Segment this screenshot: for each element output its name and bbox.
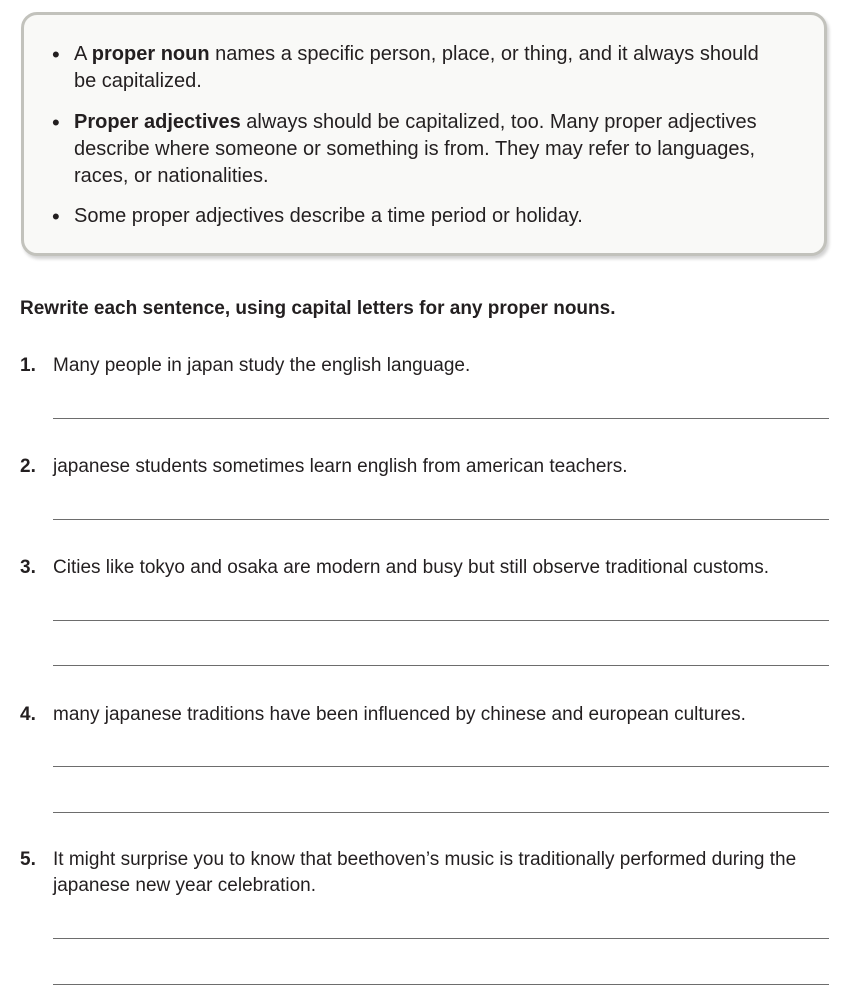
question-number: 5. bbox=[20, 849, 36, 870]
answer-line[interactable] bbox=[53, 938, 829, 939]
rule-text-post: Some proper adjectives describe a time period or holiday. bbox=[74, 205, 583, 227]
bullet-icon: • bbox=[52, 110, 60, 135]
answer-line[interactable] bbox=[53, 665, 829, 666]
answer-line[interactable] bbox=[53, 984, 829, 985]
rule-term: proper noun bbox=[91, 43, 210, 65]
question-text: Cities like tokyo and osaka are modern and busy but still observe traditional customs. bbox=[53, 557, 770, 578]
question-4 bbox=[20, 702, 840, 728]
rule-item-time-period bbox=[52, 203, 772, 230]
question-number: 1. bbox=[20, 355, 36, 376]
question-text: Many people in japan study the english language. bbox=[53, 355, 471, 376]
question-number: 4. bbox=[20, 704, 36, 725]
question-3 bbox=[20, 555, 840, 581]
rule-item-proper-adjectives bbox=[52, 109, 772, 190]
rule-text bbox=[74, 203, 583, 230]
rule-text-post: names a specific person, place, or thing, and it always should be capitalized. bbox=[74, 43, 759, 92]
question-5 bbox=[20, 847, 840, 899]
answer-line[interactable] bbox=[53, 519, 829, 520]
question-1 bbox=[20, 353, 840, 379]
bullet-icon: • bbox=[52, 204, 60, 229]
rule-text-pre: A bbox=[74, 43, 92, 65]
answer-line[interactable] bbox=[53, 766, 829, 767]
answer-line[interactable] bbox=[53, 418, 829, 419]
question-text: japanese students sometimes learn english from american teachers. bbox=[53, 456, 628, 477]
question-2 bbox=[20, 454, 840, 480]
bullet-icon: • bbox=[52, 42, 60, 67]
question-text: It might surprise you to know that beethoven’s music is traditionally performed during the japanese new year celebration. bbox=[53, 849, 797, 896]
question-text: many japanese traditions have been influenced by chinese and european cultures. bbox=[53, 704, 746, 725]
instructions: Rewrite each sentence, using capital letters for any proper nouns. bbox=[20, 298, 616, 319]
rule-text-post: always should be capitalized, too. Many proper adjectives describe where someone or something is from. They may refer to languages, races, or nationalities. bbox=[74, 111, 757, 187]
answer-line[interactable] bbox=[53, 620, 829, 621]
question-number: 2. bbox=[20, 456, 36, 477]
question-number: 3. bbox=[20, 557, 36, 578]
rule-text bbox=[74, 109, 772, 190]
rule-term: Proper adjectives bbox=[74, 111, 241, 133]
rule-text bbox=[74, 41, 772, 95]
rule-item-proper-noun bbox=[52, 41, 772, 95]
answer-line[interactable] bbox=[53, 812, 829, 813]
